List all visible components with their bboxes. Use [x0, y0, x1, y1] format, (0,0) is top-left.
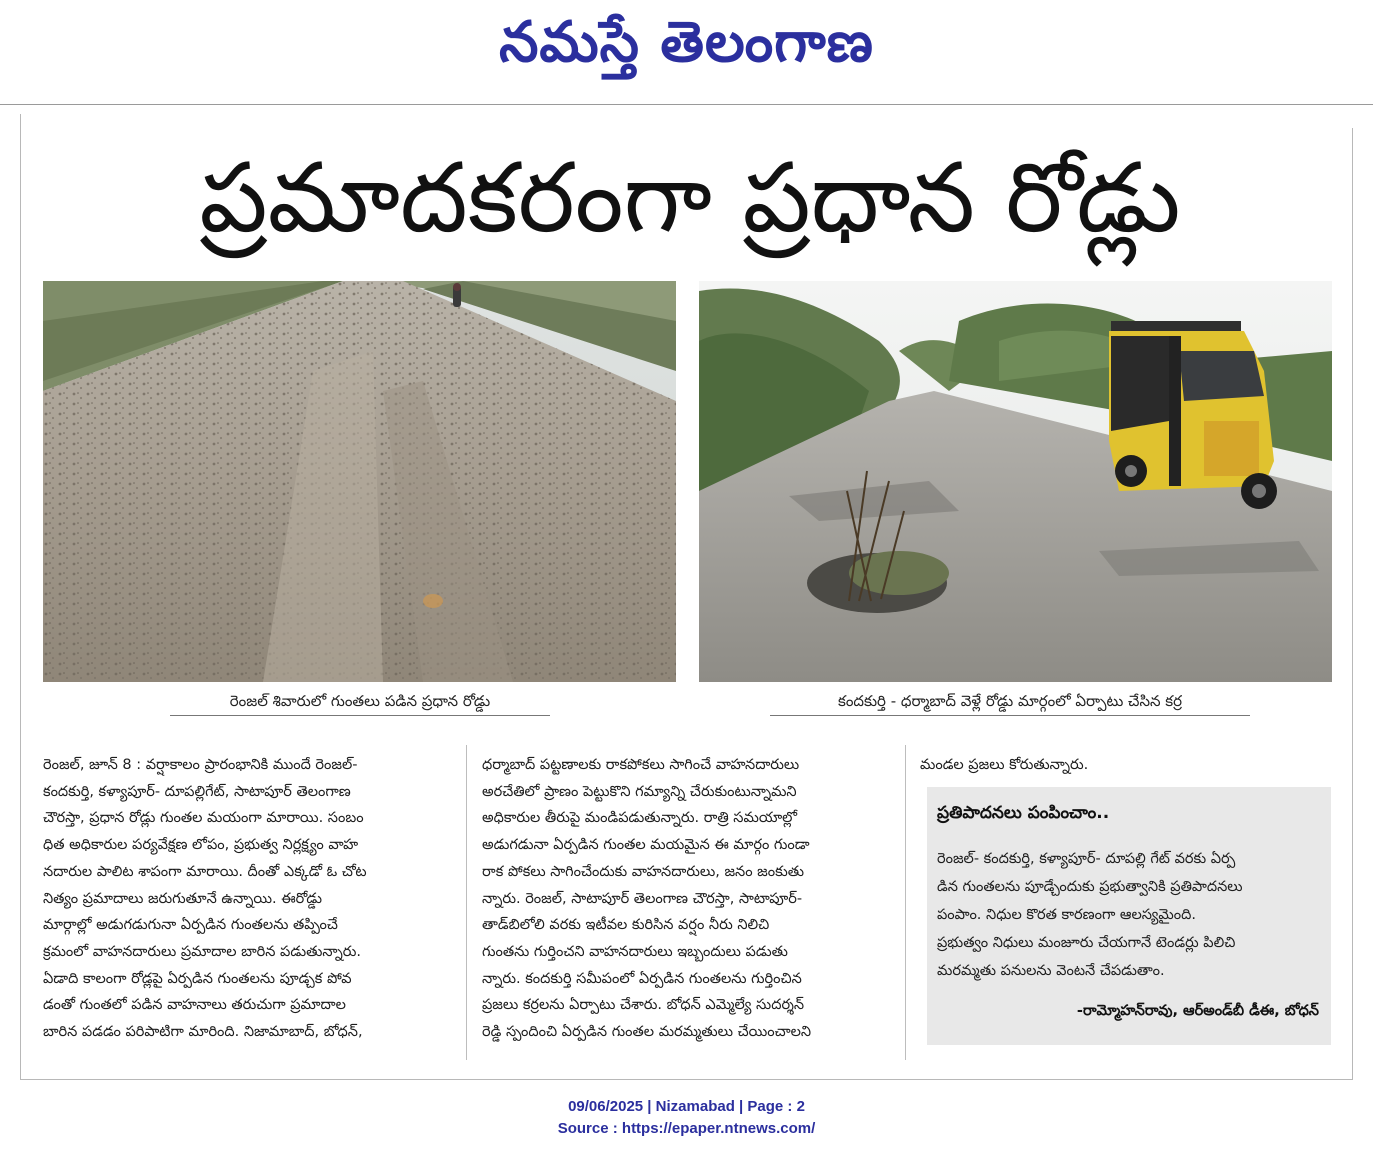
article-line: అడుగడునా ఏర్పడిన గుంతల మయమైన ఈ మార్గం గుండా — [482, 837, 810, 854]
column-divider — [905, 745, 906, 1060]
article-line: చౌరస్తా, ప్రధాన రోడ్లు గుంతల మయంగా మారాయి. సంబం — [43, 810, 364, 827]
article-line: అధికారుల తీరుపై మండిపడుతున్నారు. రాత్రి సమయాల్లో — [482, 810, 798, 827]
clipping-border-bottom — [20, 1079, 1353, 1080]
photo-pothole-with-stick — [699, 281, 1332, 682]
photo-caption-right: కందకుర్తి - ధర్మాబాద్ వెళ్లే రోడ్డు మార్గంలో ఏర్పాటు చేసిన కర్ర — [837, 692, 1182, 710]
caption-underline-left — [170, 715, 550, 716]
quote-box-title: ప్రతిపాదనలు పంపించాం.. — [937, 803, 1110, 823]
article-line: నిత్యం ప్రమాదాలు జరుగుతూనే ఉన్నాయి. ఈరోడ్డు — [43, 890, 323, 907]
photo-caption-left: రెంజల్ శివారులో గుంతలు పడిన ప్రధాన రోడ్డు — [229, 692, 491, 710]
clipping-border-right — [1352, 128, 1353, 1080]
newspaper-logo: నమస్తే తెలంగాణ — [499, 10, 874, 75]
article-line: ప్రజలు కర్రలను ఏర్పాటు చేశారు. బోధన్ ఎమ్మెల్యే సుదర్శన్ — [482, 997, 805, 1014]
quote-box-body — [937, 845, 1323, 985]
article-line: బారిన పడడం పరిపాటిగా మారింది. నిజామాబాద్, బోధన్, — [43, 1024, 363, 1041]
article-line: ధిత అధికారుల పర్యవేక్షణ లోపం, ప్రభుత్వ నిర్లక్ష్యం వాహ — [43, 837, 359, 854]
article-line: నదారుల పాలిట శాపంగా మారాయి. దీంతో ఎక్కడో ఓ చోట — [43, 863, 367, 880]
article-column-3 — [920, 752, 1332, 779]
article-line: రెంజల్, జూన్ 8 : వర్షాకాలం ప్రారంభానికి ముందే రెంజల్- — [43, 757, 358, 773]
article-headline: ప్రమాదకరంగా ప్రధాన రోడ్లు — [199, 142, 1181, 254]
quote-line: ప్రభుత్వం నిధులు మంజూరు చేయగానే టెండర్లు పిలిచి — [937, 935, 1236, 951]
quote-signature: -రామ్మోహన్‌రావు, ఆర్అండ్‌బీ డీఈ, బోధన్ — [1076, 1003, 1319, 1019]
quote-line: రెంజల్- కందకుర్తి, కళ్యాపూర్- దూపల్లి గేట్ వరకు ఏర్ప — [937, 851, 1236, 867]
article-line: ధర్మాబాద్ పట్టణాలకు రాకపోకలు సాగించే వాహనదారులు — [482, 757, 800, 773]
article-column-2 — [482, 752, 894, 1046]
article-line: కందకుర్తి, కళ్యాపూర్- దూపల్లిగేట్, సాటాపూర్ తెలంగాణ — [43, 783, 351, 800]
article-line: డంతో గుంతలో పడిన వాహనాలు తరుచుగా ప్రమాదాల — [43, 997, 346, 1014]
article-line: గుంతను గుర్తించని వాహనదారులు ఇబ్బందులు పడుతు — [482, 943, 788, 960]
quote-line: డిన గుంతలను పూడ్చేందుకు ప్రభుత్వానికి ప్రతిపాదనలు — [937, 879, 1243, 895]
official-quote-box — [927, 787, 1331, 1045]
article-line: ఏడాది కాలంగా రోడ్లపై ఏర్పడిన గుంతలను పూడ్చక పోవ — [43, 970, 352, 987]
article-line: మండల ప్రజలు కోరుతున్నారు. — [920, 757, 1089, 773]
article-line: న్నారు. కందకుర్తి సమీపంలో ఏర్పడిన గుంతలను గుర్తించిన — [482, 970, 802, 987]
article-line: క్రమంలో వాహనదారులు ప్రమాదాల బారిన పడుతున్నారు. — [43, 943, 362, 960]
article-line: న్నారు. రెంజల్, సాటాపూర్ తెలంగాణ చౌరస్తా, సాటాపూర్- — [482, 890, 803, 907]
article-line: అరచేతిలో ప్రాణం పెట్టుకొని గమ్యాన్ని చేరుకుంటున్నామని — [482, 783, 797, 800]
article-line: తాడ్‌బిలోలి వరకు ఇటీవల కురిసిన వర్షం నీరు నిలిచి — [482, 917, 770, 934]
article-line: రాక పోకలు సాగించేందుకు వాహనదారులు, జనం జంకుతు — [482, 863, 805, 880]
source-link[interactable]: Source : https://epaper.ntnews.com/ — [557, 1120, 816, 1137]
edition-info: 09/06/2025 | Nizamabad | Page : 2 — [568, 1098, 805, 1115]
article-line: మార్గాల్లో అడుగడుగునా ఏర్పడిన గుంతలను తప్పించే — [43, 917, 338, 934]
masthead — [0, 0, 1373, 105]
article-line: రెడ్డి స్పందించి ఏర్పడిన గుంతల మరమ్మతులు చేయించాలని — [482, 1024, 812, 1041]
column-divider — [466, 745, 467, 1060]
quote-line: పంపాం. నిధుల కొరత కారణంగా ఆలస్యమైంది. — [937, 907, 1196, 923]
clipping-border-left — [20, 114, 21, 1080]
masthead-divider — [0, 104, 1373, 105]
quote-line: మరమ్మతు పనులను వెంటనే చేపడుతాం. — [937, 963, 1165, 979]
caption-underline-right — [770, 715, 1250, 716]
photo-damaged-road — [43, 281, 676, 682]
article-column-1 — [43, 752, 453, 1046]
